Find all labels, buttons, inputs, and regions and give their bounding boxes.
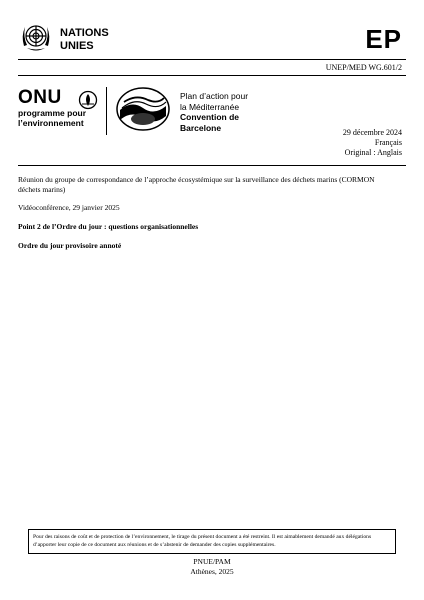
organization-name xyxy=(60,27,109,53)
footer-organization: PNUE/PAM xyxy=(193,557,231,566)
un-emblem-icon xyxy=(18,20,54,56)
document-date: 29 décembre 2024 xyxy=(342,128,402,137)
meeting-title: Réunion du groupe de correspondance de l’approche écosystémique sur la surveillance des déchets marins (CORMON déchets marins) xyxy=(18,175,375,194)
unep-wordmark: ONU xyxy=(18,87,62,108)
document-symbol: UNEP/MED WG.601/2 xyxy=(325,63,402,72)
meta-divider xyxy=(18,165,406,166)
logo-separator xyxy=(106,87,107,135)
document-original-language: Original : Anglais xyxy=(344,148,402,157)
map-line3: Convention de xyxy=(180,112,240,122)
unep-subtitle-line2: l’environnement xyxy=(18,118,84,128)
map-line4: Barcelone xyxy=(180,122,222,133)
unep-emblem-icon xyxy=(78,90,98,110)
unep-subtitle-line1: programme pour xyxy=(18,108,87,118)
map-line2: la Méditerranée xyxy=(180,101,240,112)
organization-name-line1: NATIONS xyxy=(60,27,109,39)
symbol-divider xyxy=(18,75,406,76)
series-symbol: EP xyxy=(365,24,402,54)
map-emblem-icon xyxy=(114,86,172,132)
document-language: Français xyxy=(374,138,402,147)
document-meta xyxy=(343,128,402,158)
header-divider xyxy=(18,59,406,60)
document-title: Ordre du jour provisoire annoté xyxy=(18,241,122,250)
printing-notice: Pour des raisons de coût et de protection de l’environnement, le tirage du présent document a été restreint. Il est aimablement demandé aux délégations d’apporter leur copie de ce document aux réunions et de s’abstenir de demander des copies supplémentaires. xyxy=(28,529,396,554)
unep-logo xyxy=(18,88,102,132)
agenda-item: Point 2 de l’Ordre du jour : questions organisationnelles xyxy=(18,222,199,231)
map-wordmark xyxy=(180,91,248,133)
map-line1: Plan d’action pour xyxy=(180,91,249,101)
meeting-place-date: Vidéoconférence, 29 janvier 2025 xyxy=(18,203,120,212)
organization-name-line2: UNIES xyxy=(60,40,94,52)
footer-place-year: Athènes, 2025 xyxy=(190,567,234,576)
unep-subtitle xyxy=(18,108,86,128)
